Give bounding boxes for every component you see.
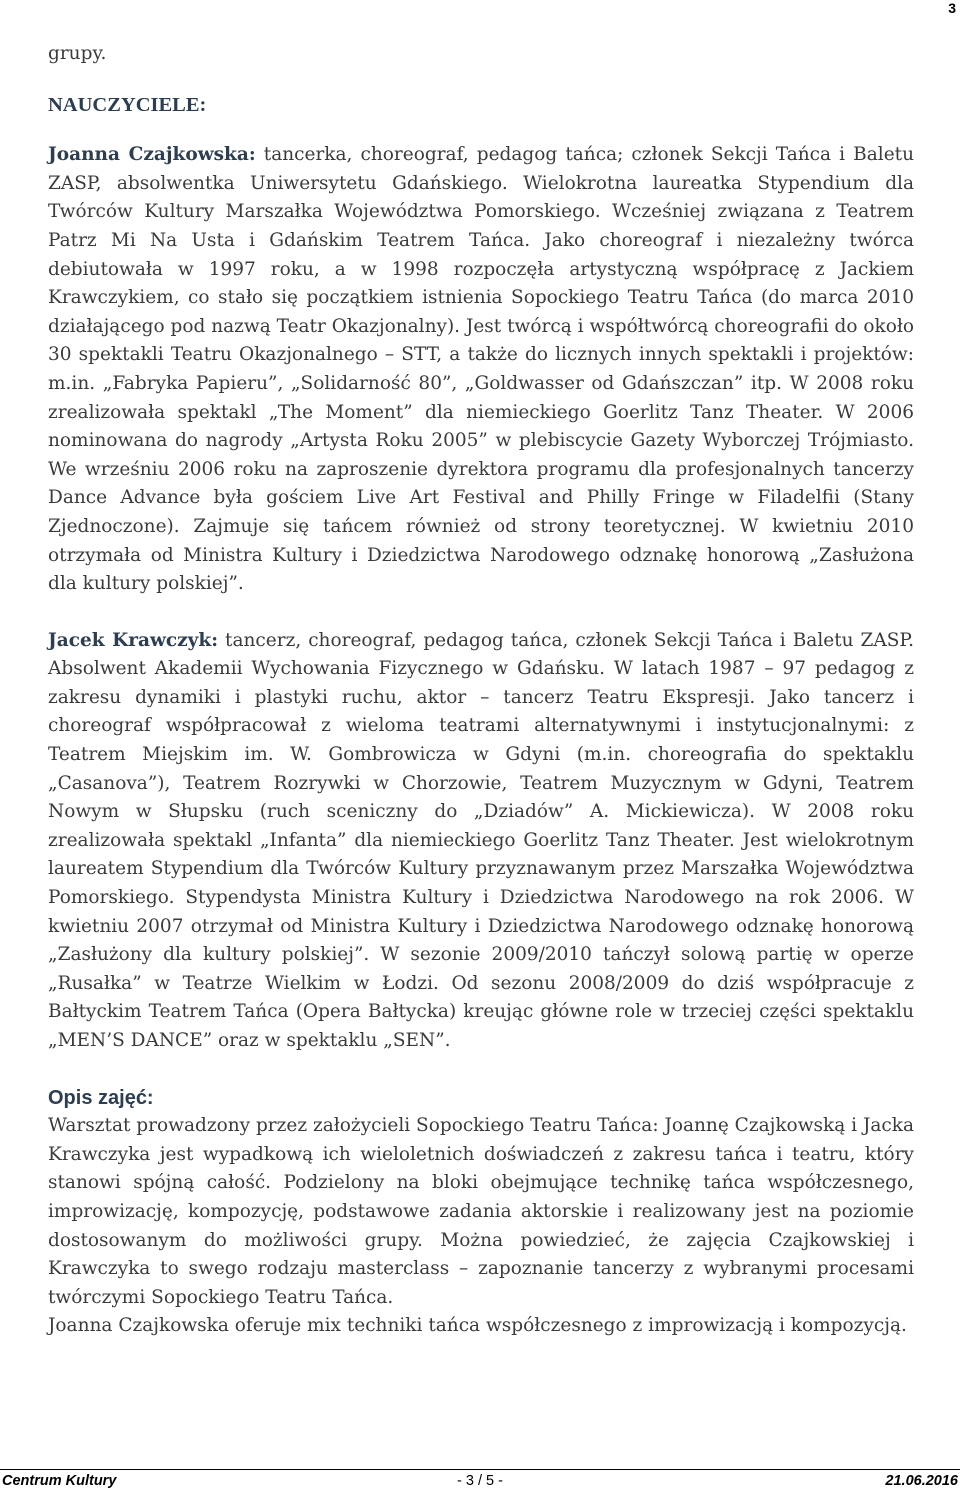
description-paragraph: Warsztat prowadzony przez założycieli Sopockiego Teatru Tańca: Joannę Czajkowską i Jacka Krawczyka jest wypadkową ich wieloletnich doświadczeń z zakresu tańca i teatru, który stanowi spójną całość. Podzielony na bloki obejmujące technikę tańca współczesnego, improwizację, kompozycję, podstawowe zadania aktorskie i realizowany jest na poziomie dostosowanym do możliwości grupy. Można powiedzieć, że zajęcia Czajkowskiej i Krawczyka to swego rodzaju masterclass – zapoznanie tancerzy z wybranymi procesami twórczymi Sopockiego Teatru Tańca.: [48, 1115, 914, 1308]
document-body: [48, 40, 914, 1341]
teacher-bio-text: tancerz, choreograf, pedagog tańca, członek Sekcji Tańca i Baletu ZASP. Absolwent Akademii Wychowania Fizycznego w Gdańsku. W latach 1987 – 97 pedagog z zakresu dynamiki i plastyki ruchu, aktor – tancerz Teatru Ekspresji. Jako tancerz i choreograf współpracował z wieloma teatrami alternatywnymi i instytucjonalnymi: z Teatrem Miejskim im. W. Gombrowicza w Gdyni (m.in. choreografia do spektaklu „Casanova”), Teatrem Rozrywki w Chorzowie, Teatrem Muzycznym w Gdyni, Teatrem Nowym w Słupsku (ruch sceniczny do „Dziadów” A. Mickiewicza). W 2008 roku zrealizowała spektakl „Infanta” dla niemieckiego Goerlitz Tanz Theater. Jest wielokrotnym laureatem Stypendium dla Twórców Kultury przyznawanym przez Marszałka Województwa Pomorskiego. Stypendysta Ministra Kultury i Dziedzictwa Narodowego na rok 2006. W kwietniu 2007 otrzymał od Ministra Kultury i Dziedzictwa Narodowego odznakę honorową „Zasłużony dla kultury polskiej”. W sezonie 2009/2010 tańczył solową partię w operze „Rusałka” w Teatrze Wielkim w Łodzi. Od sezonu 2008/2009 do dziś współpracuje z Bałtyckim Teatrem Tańca (Opera Bałtycka) kreując główne role w trzeciej części spektaklu „MEN’S DANCE” oraz w spektaklu „SEN”.: [48, 629, 914, 1051]
footer-date: 21.06.2016: [885, 1473, 958, 1489]
footer-organization: Centrum Kultury: [2, 1473, 117, 1489]
description-heading: Opis zajęć:: [48, 1086, 154, 1109]
footer-page-indicator: - 3 / 5 -: [457, 1473, 503, 1489]
description-paragraph: Joanna Czajkowska oferuje mix techniki tańca współczesnego z improwizacją i kompozycją.: [48, 1315, 907, 1337]
section-heading: NAUCZYCIELE:: [48, 93, 207, 116]
teacher-name: Joanna Czajkowska:: [48, 144, 256, 166]
page-number: 3: [948, 0, 956, 16]
teacher-bio-text: tancerka, choreograf, pedagog tańca; członek Sekcji Tańca i Baletu ZASP, absolwentka Uniwersytetu Gdańskiego. Wielokrotna laureatka Stypendium dla Twórców Kultury Marszałka Województwa Pomorskiego. Wcześniej związana z Teatrem Patrz Mi Na Usta i Gdańskim Teatrem Tańca. Jako choreograf i niezależny twórca debiutowała w 1997 roku, a w 1998 rozpoczęła artystyczną współpracę z Jackiem Krawczykiem, co stało się początkiem istnienia Sopockiego Teatru Tańca (do marca 2010 działającego pod nazwą Teatr Okazjonalny). Jest twórcą i współtwórcą choreografii do około 30 spektakli Teatru Okazjonalnego – STT, a także do licznych innych spektakli i projektów: m.in. „Fabryka Papieru”, „Solidarność 80”, „Goldwasser od Gdańszczan” itp. W 2008 roku zrealizowała spektakl „The Moment” dla niemieckiego Goerlitz Tanz Theater. W 2006 nominowana do nagrody „Artysta Roku 2005” w plebiscycie Gazety Wyborczej Trójmiasto. We wrześniu 2006 roku na zaproszenie dyrektora programu dla profesjonalnych tancerzy Dance Advance była gościem Live Art Festival and Philly Fringe w Filadelfii (Stany Zjednoczone). Zajmuje się tańcem również od strony teoretycznej. W kwietniu 2010 otrzymała od Ministra Kultury i Dziedzictwa Narodowego odznakę honorową „Zasłużona dla kultury polskiej”.: [48, 144, 914, 595]
teacher-name: Jacek Krawczyk:: [48, 629, 219, 651]
teacher-bio-czajkowska: [48, 141, 914, 599]
continuation-text: grupy.: [48, 43, 107, 64]
teacher-bio-krawczyk: [48, 627, 914, 1056]
page-footer: [0, 1469, 960, 1492]
